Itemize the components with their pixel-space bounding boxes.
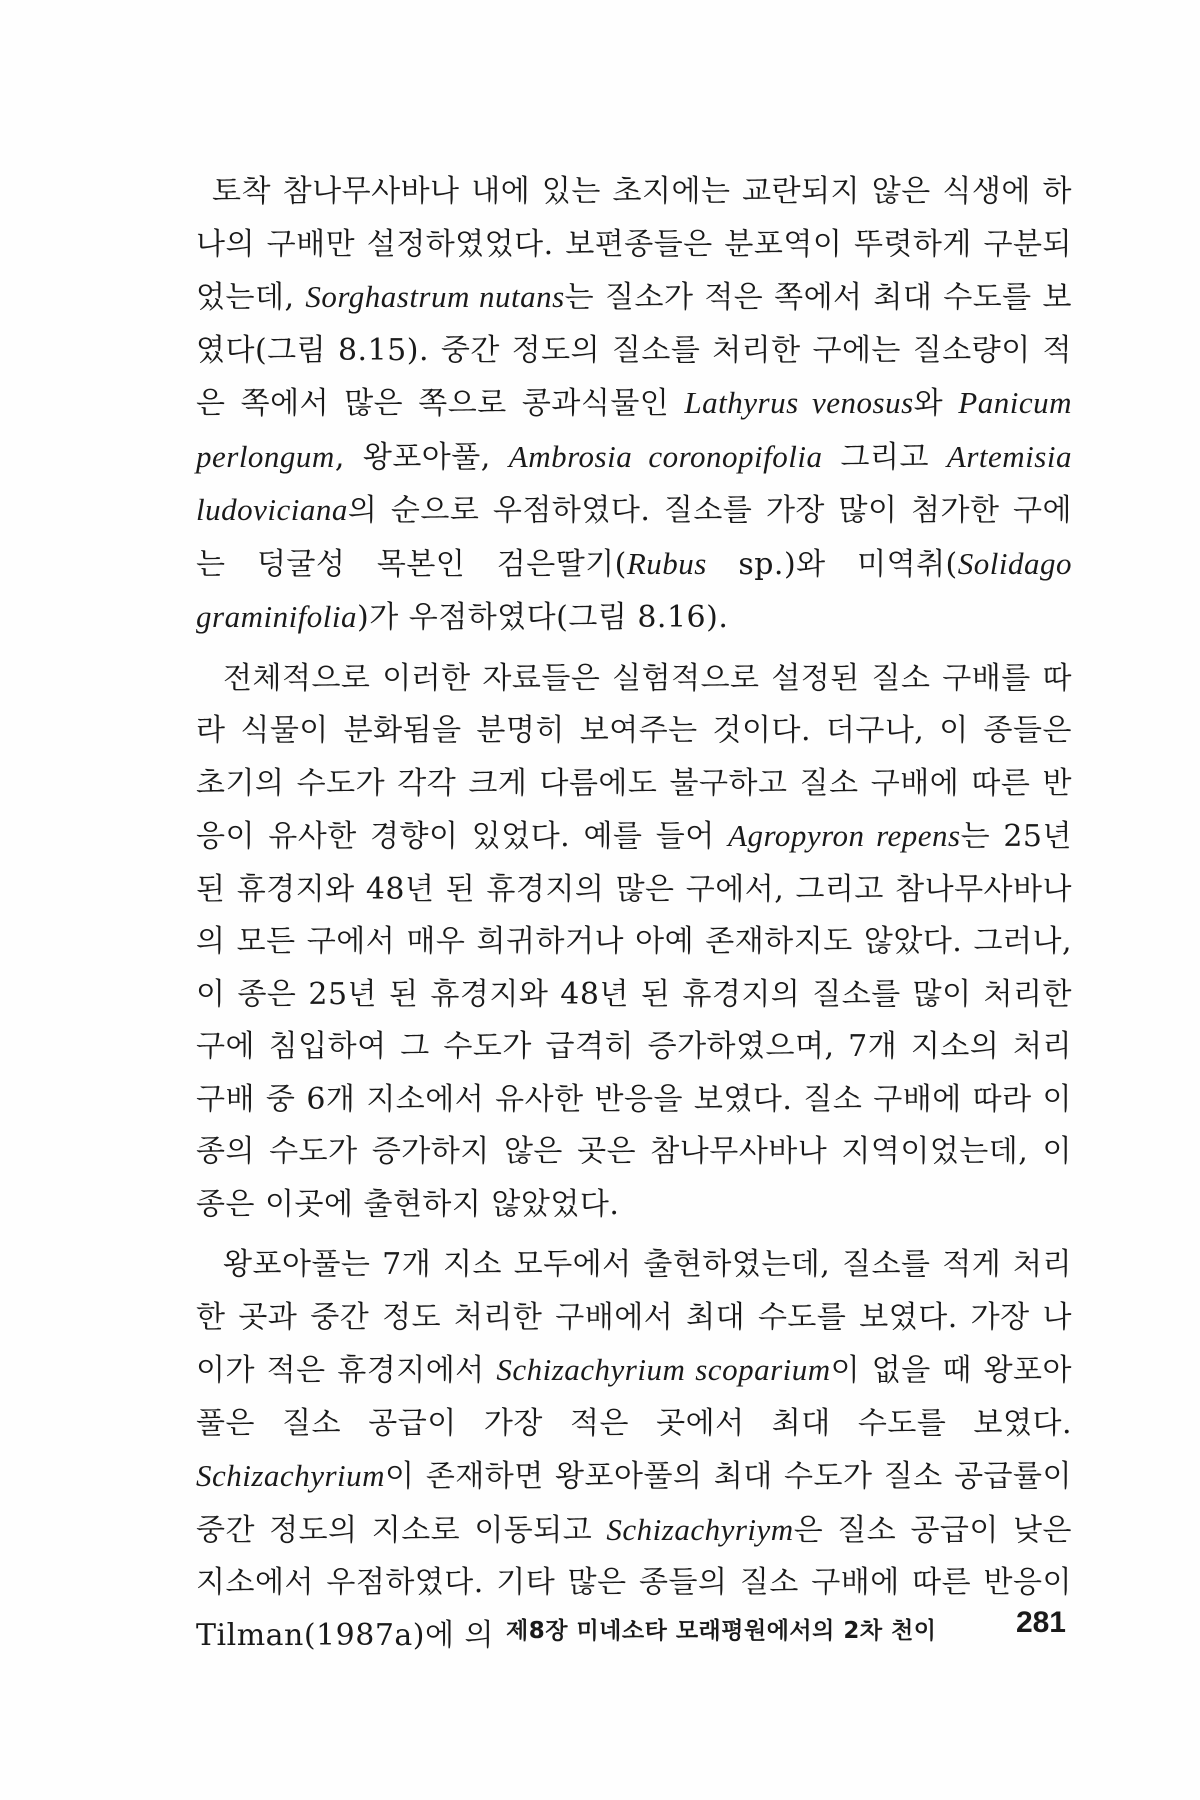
page-number: 281 [1015,1606,1066,1639]
running-footer-chapter-title: 제8장 미네소타 모래평원에서의 2차 천이 [506,1618,937,1644]
paragraph [196,653,1072,1232]
text-run: , 왕포아풀, [334,439,509,475]
species-name: Agropyron repens [728,818,961,853]
text-run: 와 [913,386,959,421]
text-run: 왕포아풀는 7개 지소 모두에서 출현하였는데, 질소를 적게 처리한 곳과 중간 정도 처리한 구배에서 최대 수도를 보였다. 가장 나이가 적은 휴경지에서 [196,1247,1072,1388]
text-run: 이 존재하면 왕포아풀의 최대 수도가 질소 공급률이 중간 정도의 지소로 이동되고 [196,1459,1072,1548]
page-footer [506,1606,1066,1646]
species-name: Lathyrus venosus [684,385,914,420]
text-run: 는 25년 된 휴경지와 48년 된 휴경지의 많은 구에서, 그리고 참나무사바나의 모든 구에서 매우 희귀하거나 아예 존재하지도 않았다. 그러나, 이 종은 25년 된 휴경지와 48년 된 휴경지의 질소를 많이 처리한 구에 침입하여 그 수도가 급격히 증가하였으며, 7개 지소의 처리 구배 중 6개 지소에서 유사한 반응을 보였다. 질소 구배에 따라 이 종의 수도가 증가하지 않은 곳은 참나무사바나 지역이었는데, 이 종은 이곳에 출현하지 않았었다. [196,819,1072,1222]
text-run: 그리고 [822,439,947,475]
species-name: Schizachyriym [606,1511,794,1547]
text-run: )가 우점하였다(그림 8.16). [357,600,729,635]
species-name: Artemisia ludoviciana [196,438,1072,527]
text-run: 전체적으로 이러한 자료들은 실험적으로 설정된 질소 구배를 따라 식물이 분화됨을 분명히 보여주는 것이다. 더구나, 이 종들은 초기의 수도가 각각 크게 다름에도 불구하고 질소 구배에 따른 반응이 유사한 경향이 있었다. 예를 들어 [196,660,1072,854]
text-run: 는 질소가 적은 쪽에서 최대 수도를 보였다(그림 8.15). 중간 정도의 질소를 처리한 구에는 질소량이 적은 쪽에서 많은 쪽으로 콩과식물인 [196,280,1073,421]
text-run: 의 순으로 우점하였다. 질소를 가장 많이 첨가한 구에는 덩굴성 목본인 검은딸기( [196,493,1072,582]
paragraph [196,166,1072,645]
species-name: Schizachyrium [196,1458,386,1493]
text-run: 이 없을 때 왕포아풀은 질소 공급이 가장 적은 곳에서 최대 수도를 보였다. [196,1353,1073,1441]
species-name: Solidago graminifolia [196,545,1072,634]
text-run: 은 질소 공급이 낮은 지소에서 우점하였다. 기타 많은 종들의 질소 구배에 따른 반응이 Tilman(1987a)에 의 [196,1512,1073,1653]
text-run: sp.)와 미역취( [706,546,958,582]
species-name: Schizachyrium scoparium [496,1352,831,1387]
species-name: Panicum perlongum [196,385,1072,474]
text-run: 토착 참나무사바나 내에 있는 초지에는 교란되지 않은 식생에 하나의 구배만 설정하였었다. 보편종들은 분포역이 뚜렷하게 구분되었는데, [196,174,1072,315]
paragraph [196,1239,1072,1662]
body-text [196,166,1072,1662]
species-name: Sorghastrum nutans [305,279,565,314]
species-name: Rubus [626,545,707,581]
species-name: Ambrosia coronopifolia [508,438,823,474]
